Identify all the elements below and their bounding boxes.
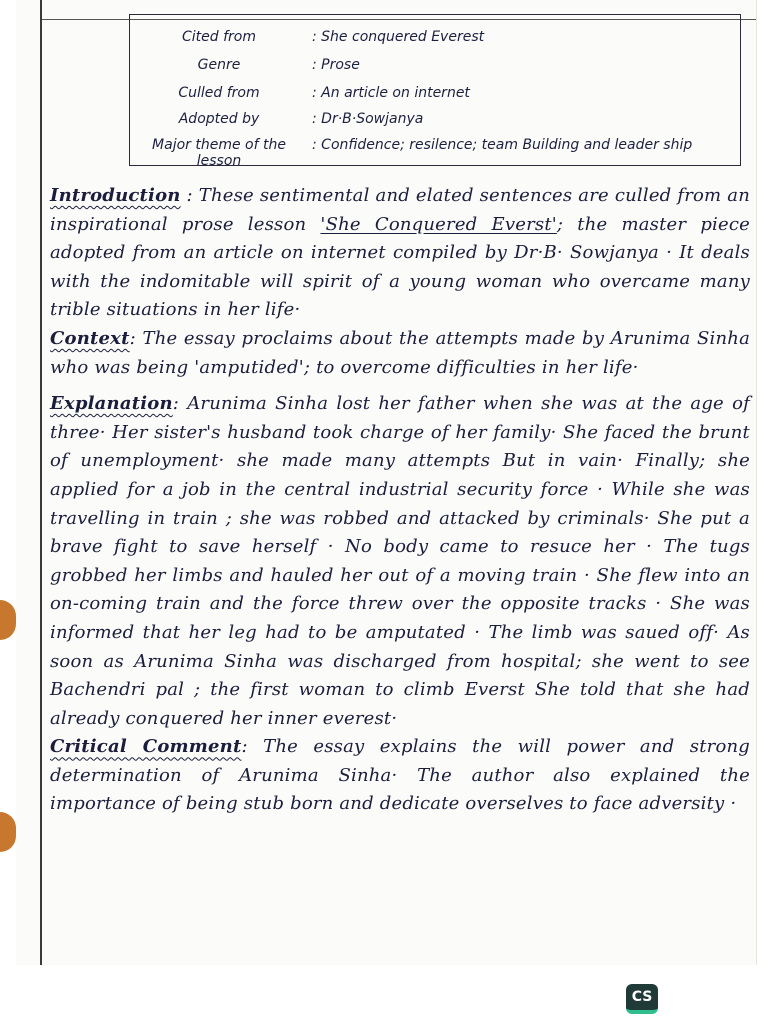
critical-comment-paragraph — [50, 733, 750, 819]
heading-separator: : — [129, 327, 143, 349]
introduction-text: These sentimental and elated sentences are culled from an inspirational prose lesson — [50, 185, 750, 235]
info-row-adopted-by — [130, 111, 740, 137]
heading-separator: : — [241, 736, 264, 758]
explanation-paragraph — [50, 390, 750, 733]
heading-separator: : — [180, 185, 199, 206]
info-label: Adopted by — [178, 111, 260, 127]
binder-hole — [0, 600, 16, 640]
info-table — [129, 14, 741, 169]
critical-comment-text: The essay explains the will power and strong determination of Arunima Sinha· The author also explained the importance of being stub born and dedicate overselves to face adversity · — [50, 736, 750, 815]
context-text: The essay proclaims about the attempts made by Arunima Sinha who was being 'amputided'; to overcome difficulties in her life· — [50, 327, 750, 378]
notebook-page — [16, 0, 757, 965]
info-value: : Prose — [312, 57, 360, 73]
info-label: Cited from — [182, 29, 256, 45]
info-value: : An article on internet — [312, 85, 470, 101]
info-value: : Confidence; resilence; team Building and leader ship — [312, 137, 693, 153]
explanation-text: Arunima Sinha lost her father when she was at the age of three· Her sister's husband took charge of her family· She faced the brunt of unemployment· she made many attempts But in vain· Finally; she applied for a job in the central industrial security force · While she was travelling in train ; she was robbed and attacked by criminals· She put a brave fight to save herself · No body came to resuce her · The tugs grobbed her limbs and hauled her out of a moving train · She flew into an on-coming train and the force threw over the opposite tracks · She was informed that her leg had to be amputated · The limb was saued off· As soon as Arunima Sinha was discharged from hospital; she went to see Bachendri pal ; the first woman to climb Everst She told that she had already conquered her inner everest· — [50, 393, 750, 729]
context-paragraph — [50, 325, 750, 382]
context-heading: Context — [50, 327, 130, 349]
camscanner-logo-icon: CS — [626, 984, 658, 1014]
introduction-heading: Introduction — [50, 185, 181, 206]
info-label: Culled from — [178, 85, 260, 101]
info-value: : Dr·B·Sowjanya — [312, 111, 424, 127]
essay-body — [50, 182, 750, 819]
critical-comment-heading: Critical Comment — [50, 736, 242, 758]
heading-separator: : — [172, 393, 188, 415]
info-row-cited-from — [130, 29, 740, 55]
info-label: Genre — [197, 57, 241, 73]
margin-line — [40, 0, 42, 965]
info-value: : She conquered Everest — [312, 29, 485, 45]
introduction-paragraph — [50, 182, 750, 325]
info-row-major-theme — [130, 137, 740, 169]
introduction-text-cont: ; the master piece adopted from an article on internet compiled by Dr·B· Sowjanya · It deals with the indomitable will spirit of a young woman who overcame many trible situations in her life· — [50, 213, 750, 321]
info-label: Major theme of the lesson — [152, 137, 286, 169]
lesson-title: 'She Conquered Everst' — [320, 213, 557, 235]
explanation-heading: Explanation — [50, 393, 173, 415]
info-row-genre — [130, 57, 740, 83]
info-row-culled-from — [130, 85, 740, 111]
binder-hole — [0, 812, 16, 852]
